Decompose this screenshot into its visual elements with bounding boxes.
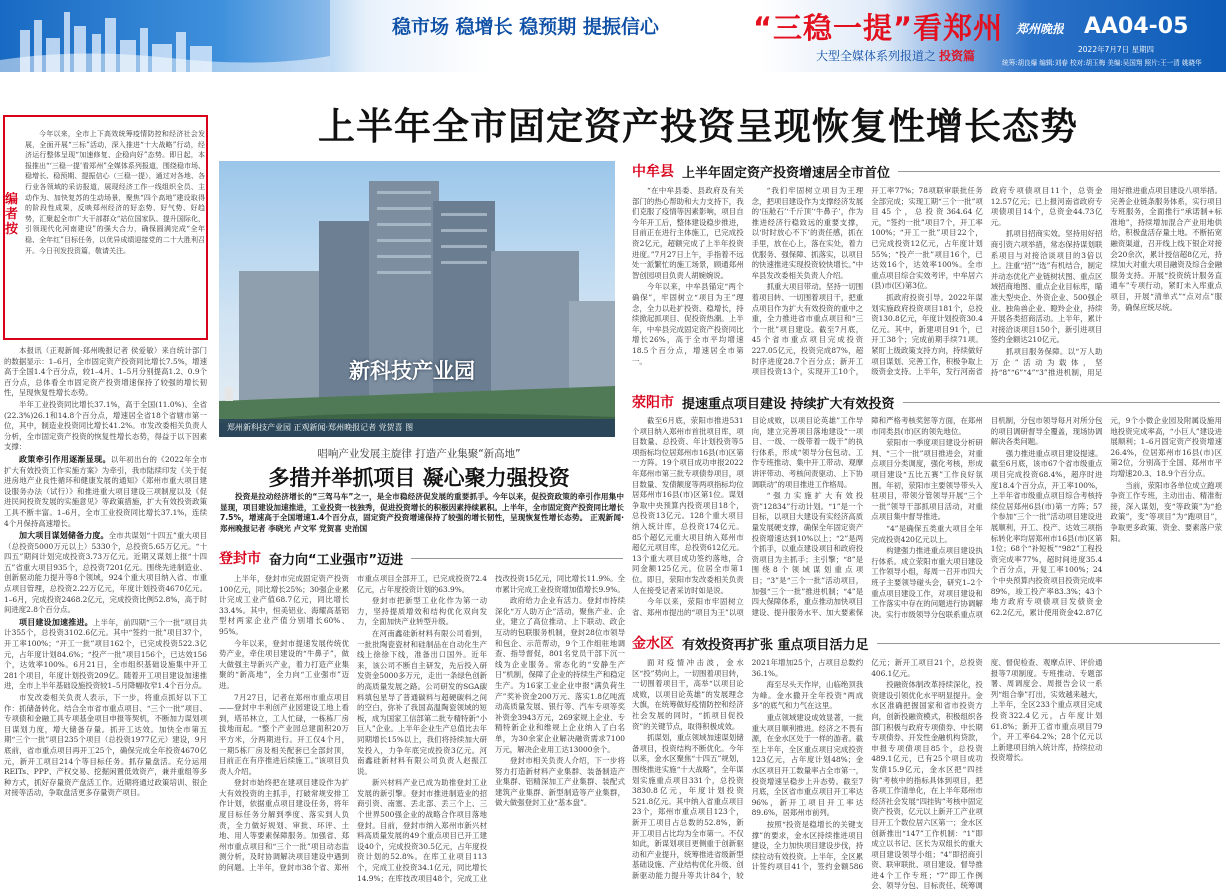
photo-buildings xyxy=(219,161,615,437)
masthead xyxy=(0,0,1226,72)
xingyang-body xyxy=(632,416,1222,622)
xingyang-title: 提速重点项目建设 持续扩大有效投资 xyxy=(682,396,895,412)
xingyang-paragraph: 截至6月底，荥阳市推进531个项目纳入郑州市首批项目库，项目数量、总投资、年计划投资等5项指标均位居郑州市16县(市)区第一方阵。19个项目成功申报2022年郑州市第三批专项债券项目，项目数量、发债额度等两项指标均位居郑州市16县(市)区第1位。谋划争取中央预算内投资项目18个，总投资13亿元。128个重大项目纳入统计库，总投资174亿元。85个超亿元重大项目纳入郑州市超亿元项目库，总投资612亿元。13个重大项目成功签约落地，合同金额125亿元，位居全市第1位。即日，荥阳市发改委相关负责人在接受记者采访时如是说。 xyxy=(632,416,744,595)
xingyang-paragraph: 构建强力推进重点项目建设执行体系。成立荥阳市重大项目建设工作领导小组，每周一召开市四大班子主要领导碰头会，研究1–2个重点项目建设工作，对项目建设和工作落实中存在的问题进行协调解决。实行市级领导分包联系重点项目机制，分包市领导每月对所分包的项目调研督导全覆盖，现场协调解决各类问题。 xyxy=(871,416,1103,619)
feature-kicker: 唱响产业发展主旋律 打造产业集聚“新高地” xyxy=(317,448,521,460)
zhongmu-paragraph: 抓项目招商实效。坚持用好招商引资六项举措，常态保持谋划联系项目与对接洽谈项目的3倍以上。注重“招”“选”有机结合，制定并动态优化产业链树状图、重点区域招商地图、重点企业目标库，瞄准大型央企、外资企业、500强企业、独角兽企业、瞪羚企业，持续开展各类招商活动。上半年，累计对接洽谈项目150个，新引进项目签约金额达210亿元。 xyxy=(990,229,1103,345)
dengfeng-title: 奋力向“工业强市”迈进 xyxy=(269,552,404,568)
dengfeng-paragraph: 新兴材料产业已成为助推登封工业发展的新引擎。登封市推进制造业的招商引资、南塞、丢北部、丢三个上、三个世界500强企业的战略合作项目落地登封。目前，登封市纳入郑州市新兴材料高质量发展的49个重点项目已开工建设40个，完成投资30.5亿元，占年度投资计划的52.8%。在库工业项目113个，完成工业投资34.1亿元，同比增长14.9%；在库技改项目48个，完成工业技改投资15亿元，同比增长11.9%。全市累计完成工业投资增加值增长9.9%。 xyxy=(357,574,625,883)
left-paragraph xyxy=(4,617,207,692)
left-paragraph xyxy=(4,530,207,616)
news-photo xyxy=(219,161,615,437)
billboard: 新科技产业园 xyxy=(349,359,475,383)
dengfeng-paragraph: 政府给力企业有活力。登封市持续深化“万人助万企”活动，聚焦产业、企业，建立了高位推动、上下联动、政企互动的包联服务机制，登封28位市领导和包企、示范帮动，9个工作组驻地调查、指导督促，801名党员干部下沉一线为企业服务。常态化的“安静生产日”机制，保障了企业的持续生产和稳定生产。为16家工业企业申报“满负荷生产”奖补资金200万元、落实1.8亿吨流动高质量发展、银行等、汽车专项等奖补资金3943万元，269家规上企业、专精特新企业和维规上企业纳入了白名单，为30余家企业解决融资需求7100万元，解决企业用工达13000余个。 xyxy=(495,596,625,754)
dengfeng-paragraph: 登封市把新型工业化作为第一动力，坚持提质增效和结构优化双向发力，全面加快产业转型升级。 xyxy=(357,596,487,627)
xingyang-heading xyxy=(632,391,1220,413)
jinshui-paragraph: 按照“投资是稳增长的关键支撑”的要求，金水区持续推进项目建设，全力加快项目建设步伐，持续拉动有效投资。上半年，全区累计签约项目41个，签约金额586亿元；新开工项目21个，总投资406.1亿元。 xyxy=(751,658,983,872)
left-paragraph xyxy=(4,454,207,529)
tagline xyxy=(816,47,975,64)
tagline-topic: 投资篇 xyxy=(939,49,976,63)
jinshui-paragraph: 海至尽头天作岸，山临绝顶我为峰。金水撒开全年投资“两成多”的底气和力气在这里。 xyxy=(751,680,864,711)
dengfeng-place: 登封市 xyxy=(219,551,261,567)
feature-intro: 投资是拉动经济增长的“三驾马车”之一，是全市稳经济促发展的重要抓手。今年以来，促投资政策的牵引作用集中显现，项目建设加速推进，工业投资一枝独秀，促进投资增长的积极因素持续累积。上半年，全市固定资产投资同比增长7.5%，增速高于全国增速1.4个百分点，固定资产投资增速保持了较强的增长韧性，呈现恢复性增长态势。 正观新闻·郑州晚报记者 李晓光 卢文军 党贺喜 史治国 xyxy=(220,492,624,533)
left-column xyxy=(4,346,207,894)
left-subhead: 政策牵引作用逐渐显现。 xyxy=(19,454,111,464)
zhongmu-paragraph: 抓重大项目带动。坚持一切围着项目转、一切围着项目干，把重点项目作为扩大有效投资的重中之重，全力推进省市重点项目和“三个一批”项目建设。截至7月底，45个省市重点项目完成投资227.05亿元，投资完成87%，超时序进度28.7个百分点；新开工项目投资13个，实现开工10个，开工率77%；78项联审联批任务全部完成；实现工期“三个一批”项目45个，总投资364.64亿元，“签约一批”项目7个，开工率100%；“开工一批”项目22个，已完成投资12亿元，占年度计划55%；“投产一批”项目16个，已达效16个，达效率100%。全市重点项目综合实效考评，中牟居六(县)市(区)第3位。 xyxy=(751,186,983,377)
dengfeng-paragraph: 登封市始终把在建项目建设作为扩大有效投资的主抓手，打破常规安排工作计划，依据重点项目建设任务，将年度目标任务分解到季度、落实到人负责，全力做好规划、审批、环评、土地、用人等要素保障服务。加强省、郑州市重点项目和“三个一批”项目动态监测分析，及时协调解决项目建设中遇到的问题。上半年，登封市38个省、郑州市重点项目全部开工，已完成投资72.4亿元，占年度投资计划的63.9%。 xyxy=(219,574,487,873)
zhongmu-heading xyxy=(632,160,1220,182)
dengfeng-paragraph: 登封市相关负责人介绍，下一步将努力打造新材料产业集群、装备制造产业集群、铝精深加工产业集群、装配式建筑产业集群、新型制造等产业集群，做大做强登封工业“基本盘”。 xyxy=(495,756,625,808)
divider xyxy=(898,171,1220,172)
dengfeng-paragraph: 在河南鑫硅新材料有限公司看到，一批批陶瓷瓷材和硅制品在自动化生产线上徐徐下线，准备出口国外。近年来，该公司不断自主研发，先后投入研发资金5000多万元，走出一条绿色创新的高质量发展之路。公司研发的SGA碳料填包星导了普通碳料与超硬碳料之间的空白，弥补了我国高温陶瓷领域的短板，成为国家工信部第二批专精特新“小巨人”企业。上半年企业生产总值比去年同期增长15%以上，我们将持续加大研发投入，力争年底完成投资3亿元。河南鑫硅新材料有限公司负责人赵振江说。 xyxy=(357,628,487,776)
jinshui-paragraph: 投融资体制改革持续深化，投资建设引领优化水平明显提升。金水区准确把握国家和省市投资方向，创新投融资模式，积极组织各部门积极与政府专项债券、中长期专项债券、开发性金融机构贷款，申报专项债项目85个，总投资489.1亿元，已有25个项目成功发债15.9亿元，金水区把“四挂钩”考核中的指标具体到项目，把各项工作清单化，在上半年郑州市经济社会发展“四挂钩”考核中固定资产投资，亿元以上新开工产业项目开工个数位居六区第一；金水区创新推出“147”工作机制：“1”即成立以书记、区长为双组长的重大项目建设领导小组；“4”即招商引资、联审联批、项目建设、督导推进4个工作专班；“7”即工作例会、领导分包、目标责任、统筹调度、督促检查、观摩点评、评价通报等7项制度。专班推动、专题部署、周调度会、周报告会议一系列“组合拳”打出，实效越来越大，上半年，全区233个重点项目完成投资322.4亿元，占年度计划61.8%；新开工省市重点项目79个，开工率64.2%；28个亿元以上新建项目纳入统计库，持续拉动投资增长。 xyxy=(871,658,1103,891)
jinshui-paragraph: 重点领域建设成效显著，一批重大项目顺利推进。经济之不畏有源，在金水区处于一样的游者。截至上半年，全区重点项目完成投资123亿元，占年度计划48%；金水区项目开工数量率占全市第一，投资增速呈稳步上升态势。截至7月底，全区省市重点项目开工率达96%，新开工项目开工率达89.6%，居郑州市前列。 xyxy=(751,712,864,818)
left-paragraph-text: 上半年，前四期“三个一批”项目共计355个，总投资3102.6亿元。其中“签约一批”项目37个，开工率100%；“开工一批”项目162个，已完成投资522.3亿元，占年度计划84.6%；“投产一批”项目156个，已达效156个，达效率100%。6月21日，全市组织基础设施集中开工281个项目，年度计划投资209亿。随着开工项目建设加速推进，全市上半年基础设施投资较1–5月降幅收窄1.4个百分点。 xyxy=(4,617,207,691)
paper-name: 郑州晚报 xyxy=(1016,22,1065,36)
xingyang-paragraph: “4”是确保五类重大项目全年完成投资420亿元以上。 xyxy=(871,523,983,544)
xingyang-paragraph: 当前，荥阳市各单位成立跑项争资工作专班，主动出击、精准衔接，深入谋划，变“等政策”为“抢政策”，变“等项目”为“跑项目”，争取更多政策、资金、要素落户荥阳。 xyxy=(1110,480,1222,543)
xingyang-place: 荥阳市 xyxy=(632,395,674,411)
dengfeng-paragraph: 上半年，登封市完成固定资产投资100亿元，同比增长25%；30强企业累计完成工业产值68.7亿元，同比增长33.4%。其中，恒美铝业、海耀高基铝型材两家企业产值分别增长60%、95%。 xyxy=(219,574,349,636)
xingyang-paragraph: 荥阳市一季度项目建设分析研判、“三个一批”项目推进会，对重点项目分类调度，强化考核，形成项目建设“五比五赛”工作良好氛围。年初，荥阳市主要领导带头入驻项目，带领分管领导开展“三个一批”领导干部抓项目活动，对重点项目集中督导推进。 xyxy=(871,438,983,522)
zhongmu-paragraph: “我们牢固树立项目为王理念，把项目建设作为支撑经济发展的‘压舱石’‘千斤顶’‘牛鼻子’，作为推进经济行稳致远的重要支撑，以‘时时放心不下’的责任感，抓在手里，放在心上，落在实处，着力优服务、强保障、抓落实，以项目的快速推进实现投资较快增长。”中牟县发改委相关负责人介绍。 xyxy=(751,186,864,280)
editor-note-text: 今年以来，全市上下高效统筹疫情防控和经济社会发展，全面开展“三标”活动，深入推进“十大战略”行动，经济运行整体呈现“加速修复、企稳向好”态势。即日起，本报推出“‘三稳一提’看郑州”全媒体系列报道，围绕稳市场、稳增长、稳预期、提振信心（三稳一提），通过对各地、各行业各领域的采访报道，展现经济工作一线组织全员、主动作为、加快复苏的生动场景，聚焦“四个高地”建设取得的阶段性成果，反映郑州经济的好态势、好气势、好趋势，汇聚起全市广大干部群众“站位国家队、提升国际化，引领现代化河南建设”的强大合力，确保圆满完成“全年稳、全年红”目标任务，以优异成绩迎接党的二十大胜利召开。今日刊发投资篇，敬请关注。 xyxy=(25,130,205,255)
left-paragraph-text: 全市共谋划“十四五”重大项目（总投资5000万元以上）5330个，总投资5.65万亿元。“十四五”期间计划完成投资3.73万亿元。近期又谋划上报“十四五”省重大项目935个，总投资7201亿元。围绕先进制造业、创新驱动能力提升等8个领域，924个重大项目纳入省、市重点项目管理，总投资2.22万亿元，年度计划投资4670亿元。1–6月，完成投资2468.2亿元，完成投资比例52.8%，高于时间进度2.8个百分点。 xyxy=(4,531,207,615)
divider xyxy=(877,643,1220,644)
zhongmu-place: 中牟县 xyxy=(632,164,674,180)
slogan-blue: 稳市场 稳增长 稳预期 提振信心 xyxy=(392,16,659,38)
main-headline: 上半年全市固定资产投资呈现恢复性增长态势 xyxy=(318,105,1078,148)
feature-title: 多措并举抓项目 凝心聚力强投资 xyxy=(268,466,570,490)
xingyang-paragraph: “强力实施扩大有效投资”12834”行动计划。“1”是一个目标，以项目大建设有实经济高质量发展硬支撑，确保全年固定资产投资增速达到10%以上；“2”是两个抓手，以重点建设项目和政府投资项目为主抓手；主引擎；“8”是围绕8个领域谋划重点项目；“3”是“三个一批”活动项目，加强“三个一批”推进机制；“4”是四大保障体系，重点推动加快项目建设、提升服务水平、加大要素保障和严格考核奖惩等方面，在郑州市同类县(市)区的领先地位。 xyxy=(751,416,983,617)
jinshui-title: 有效投资再扩张 重点项目活力足 xyxy=(682,637,869,653)
skyline-graphic xyxy=(0,0,330,72)
left-paragraph: 半年工业投资同比增长37.1%，高于全国(11.0%)、全省(22.3%)26.1和14.8个百分点，增速居全省18个省辖市第一位，其中，制造业投资同比增长41.2%。市发改委相关负责人分析，全市固定资产投资的恢复性增长态势，得益于以下因素支撑： xyxy=(4,399,207,452)
editor-note-label: 编者按 xyxy=(5,192,19,237)
divider xyxy=(411,558,623,559)
zhongmu-paragraph: 抓政府投资引导。2022年谋划实施政府投资项目181个，总投资130.8亿元，年度计划投资30.4亿元。其中，新建项目91个，已开工38个；完成前期手续71项。紧盯上级政策支持方向，持续做好项目谋划、完善工作，积极争取上级资金支持。上半年，发行河南省政府专项债项目11个，总资金12.57亿元；已上报河南省政府专项债项目14个，总资金44.73亿元。 xyxy=(871,186,1103,377)
editor-credits: 统筹:胡良爆 编辑:刘春 校对:胡玉梅 美编:吴国翔 照片:王一清 姚晓华 xyxy=(1002,59,1202,67)
left-paragraph: 本报讯（正观新闻·郑州晚报记者 侯爱敏）来自统计部门的数据显示：1–6月，全市固定资产投资同比增长7.5%，增速高于全国1.4个百分点，较1–4月、1–5月分别提高1.2、0.9个百分点，总体看全市固定资产投资增速保持了较强的增长韧性，呈现恢复性增长态势。 xyxy=(4,346,207,398)
zhongmu-title: 上半年固定资产投资增速居全市首位 xyxy=(682,165,891,181)
issue-date: 2022年7月7日 星期四 xyxy=(1078,45,1155,54)
dengfeng-body xyxy=(219,574,625,894)
left-paragraph-text: 以年初出台的《2022年全市扩大有效投资工作实施方案》为牵引，我市陆续印发《关于促进房地产业良性循环和健康发展的通知》《郑州市重大项目建设服务办法（试行）》和推进重大项目建设三项制度以及《促进民间投资发展的实施意见》等政策措施，扩大有效投资政策工具不断丰富。1–6月，全市工业投资同比增长37.1%，连续4个月保持高速增长。 xyxy=(4,454,207,528)
zhongmu-body xyxy=(632,186,1222,384)
jinshui-body xyxy=(632,658,1222,894)
dengfeng-heading xyxy=(219,547,623,569)
divider xyxy=(903,402,1220,403)
xingyang-paragraph: 强力推进重点项目建设提速。截至6月底，该市67个省市级重点项目完成投资68.4%，超序时进度18.4个百分点，开工率100%，上半年省市级重点项目综合考核持续位居郑州6县(市)第一方阵；57个参加“三个一批”活动项目建设进展顺利，开工、投产、达效三项指标转化率均居郑州市16县(市)区第1位；68个“补短板”“982”工程投资完成率77%，超时间进度35.4个百分点，开复工率100%；24个中央预算内投资项目投资完成率89%，竣工投产率83.3%；43个地方政府专项债项目发债资金62.2亿元，累计使用资金42.87亿元，9个小微企业园及附属设施用地投资完成率高，“小巨人”建设进展顺利；1–6月固定资产投资增速26.4%，位居郑州市16县(市)区第2位，分别高于全国、郑州市平均增速20.3、18.9个百分点。 xyxy=(990,416,1222,617)
zhongmu-paragraph: 今年以来，中牟县锚定“两个确保”，牢固树立“项目为王”理念，全力以赴扩投资、稳增长，持续掀起抓项目、促投资热潮。上半年，中牟县完成固定资产投资同比增长26%，高于全市平均增速18.5个百分点，增速居全市第一。 xyxy=(632,282,744,366)
left-subhead: 项目建设加速推进。 xyxy=(19,617,93,627)
jinshui-paragraph: 抓谋划，重点领域加速谋划储备项目，投资结构不断优化。今年以来，金水区聚焦“十四五”规划，围绕推进实施“十大战略”，全年谋划实施重点项目331个，总投资3830.8亿元，年度计划投资521.8亿元。其中纳入省重点项目23个，郑州市重点项目123个，新开工项目占总数的52.8%，新开工项目占比均为全市第一。不仅如此，新谋划项目更侧重于创新驱动和产业提升，统筹推进省级新型基础设施、产业结构优化升级、创新驱动能力提升等共计84个，较2021年增加25个，占项目总数约36.1%。 xyxy=(632,658,864,880)
jinshui-paragraph: 面对疫情冲击波，金水区“投”势向上，一切围着项目转，一切围着项目干，高举“以项目论成败，以项目论英雄”的发展理念大旗，在统筹做好疫情防控和经济社会发展的同时，“抓项目促投资”的关键节点，取得积极成效。 xyxy=(632,658,744,731)
jinshui-heading xyxy=(632,632,1220,654)
zhongmu-paragraph: 抓项目服务保障。以“万人助万企”活动为载体，坚持“8”“6”“4”“3”推进机制，用足用好推进重点项目建设八项举措。完善企业链条服务体系，实行项目专班服务，全面推行“承诺制+标准地”，持续增加混合产业用地供给，积极盘活存量土地。不断拓宽融资渠道，召开线上线下银企对接会20余次，累计授信超8亿元，持续加大对重大项目融资及综合金融服务支持。开展“投资统计服务直通车”专项行动，紧盯未入库重点项目，开展“清单式”“点对点”服务，确保应统尽统。 xyxy=(990,186,1222,378)
editor-note-box xyxy=(3,115,208,340)
left-paragraph: 市发改委相关负责人表示，下一步，将重点抓好以下工作：抓储备转化。结合全市省市重点项目、“三个一批”项目、专项债和金融工具专项基金项目申报等契机，不断加力谋划项目谋划力度，增大储备存量。抓开工达效。加快全市第五期“三个一批”项目235个项目（总投资1977亿元）建设，9月底前，省市重点项目再开工25个，确保完成全年投资4670亿元，新开工项目214个等目标任务。抓存量盘活。充分运用REITs、PPP、产权交易、挖掘闲置低效资产，兼并重组等多种方式，抓好存量资产盘活工作。近期将通过政策培训、银企对接等活动，争取盘活更多存量资产项目。 xyxy=(4,693,207,798)
slogan-red: “三稳一提”看郑州 xyxy=(753,11,1004,45)
zhongmu-paragraph: “在中牟县委、县政府及有关部门的热心帮助和大力支持下，我们克服了疫情等因素影响，项目自今年开工后，整体建设稳步推进，目前正在进行主体施工，已完成投资2亿元，超额完成了上半年投资进度。”7月27日上午，手指着不远处一派繁忙的施工场景，顾通郑州智创园项目负责人胡婉婉说。 xyxy=(632,186,744,280)
photo-caption: 郑州新科技产业园 正观新闻·郑州晚报记者 党贺喜 图 xyxy=(219,419,615,437)
left-subhead: 加大项目谋划储备力度。 xyxy=(19,531,109,541)
dengfeng-paragraph: 7月27日，记者在郑州市重点项目——登封中丰利创产业园建设工地上看到，塔吊林立，工人忙碌，一栋栋厂房拔地而起。“整个产业园总建面积20万平方米，分两期进行。开工仅4个月，一期5栋厂房及相关配套已全部封顶，目前正在有序推进后续施工。”该项目负责人介绍。 xyxy=(219,692,349,776)
jinshui-place: 金水区 xyxy=(632,636,674,652)
dengfeng-paragraph: 今年以来，登封市提速发展传统优势产业，牵住项目建设的“牛鼻子”，做大做强主导新兴产业，着力打造产业集聚的“新高地”，全力向“工业强市”迈进。 xyxy=(219,638,349,690)
xingyang-paragraph: 今年以来，荥阳市牢固树立省、郑州市提出的“项目为王”以项目论成败，以项目论英雄”工作导向，建立完善项目落地建设“一项目、一级、一级带着一级干”的执行体系，形成“领导分包包动、工作专班推动、集中开工带动、观摩讲评带动、考核问责驱动、上下协调联动”的项目推进工作格局。 xyxy=(632,416,864,617)
tagline-prefix: 大型全媒体系列报道之 xyxy=(816,49,937,63)
page-number: AA04-05 xyxy=(1084,14,1189,39)
